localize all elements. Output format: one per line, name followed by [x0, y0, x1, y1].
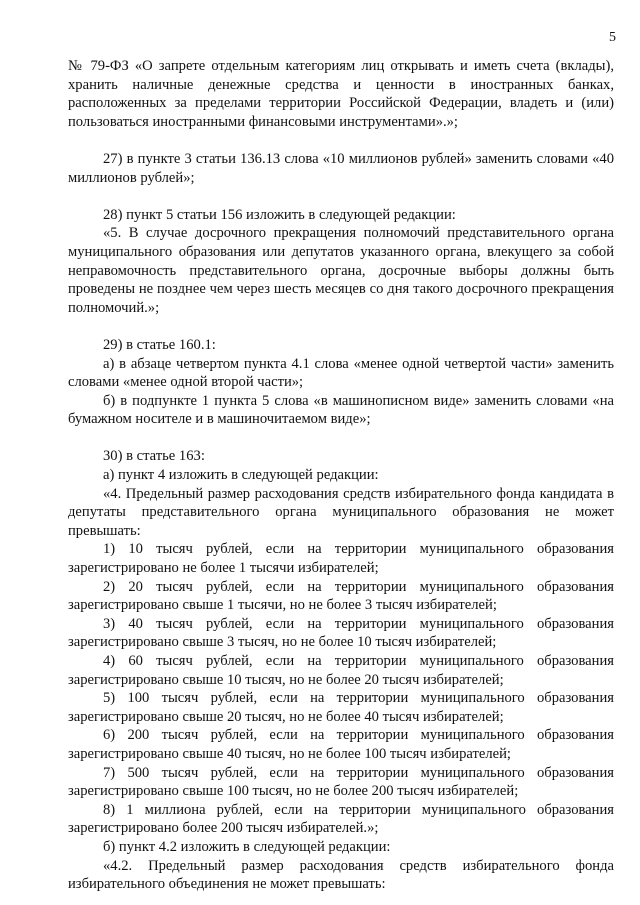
paragraph: 30) в статье 163: — [103, 448, 205, 465]
paragraph: б) в подпункте 1 пункта 5 слова «в машинописном виде» заменить словами «на бумажном носителе и в машиночитаемом виде»; — [68, 392, 614, 428]
paragraph: № 79-ФЗ «О запрете отдельным категориям лиц открывать и иметь счета (вклады), хранить наличные денежные средства и ценности в иностранных банках, расположенных за пределами территории Российской Федерации, владеть и (или) пользоваться иностранными финансовыми инструментами».»; — [68, 58, 614, 130]
page-number: 5 — [609, 30, 616, 45]
paragraph: а) в абзаце четвертом пункта 4.1 слова «менее одной четвертой части» заменить словами «менее одной второй части»; — [68, 355, 614, 391]
paragraph: «5. В случае досрочного прекращения полномочий представительного органа муниципального образования или депутатов указанного органа, влекущего за собой неправомочность представительного органа, досрочные выборы должны быть проведены не позднее чем через шесть месяцев со дня такого досрочного прекращения полномочий.»; — [68, 225, 614, 316]
paragraph: 27) в пункте 3 статьи 136.13 слова «10 миллионов рублей» заменить словами «40 миллионов рублей»; — [68, 150, 614, 186]
paragraph-gap — [68, 429, 614, 448]
paragraph-gap — [68, 187, 614, 206]
paragraph: 5) 100 тысяч рублей, если на территории муниципального образования зарегистрировано свыше 20 тысяч, но не более 40 тысяч избирателей; — [68, 690, 614, 725]
paragraph: 29) в статье 160.1: — [103, 336, 216, 353]
paragraph: 2) 20 тысяч рублей, если на территории муниципального образования зарегистрировано свыше 1 тысячи, но не более 3 тысяч избирателей; — [68, 578, 614, 614]
paragraph: 6) 200 тысяч рублей, если на территории муниципального образования зарегистрировано свыше 40 тысяч, но не более 100 тысяч избирателей; — [68, 727, 614, 762]
document-body — [68, 57, 614, 894]
paragraph: 7) 500 тысяч рублей, если на территории муниципального образования зарегистрировано свыше 100 тысяч, но не более 200 тысяч избирателей; — [68, 764, 614, 800]
paragraph-gap — [68, 131, 614, 150]
paragraph: 3) 40 тысяч рублей, если на территории муниципального образования зарегистрировано свыше 3 тысяч, но не более 10 тысяч избирателей; — [68, 615, 614, 651]
paragraph: 28) пункт 5 статьи 156 изложить в следующей редакции: — [103, 206, 456, 223]
paragraph: б) пункт 4.2 изложить в следующей редакции: — [103, 838, 391, 855]
paragraph: а) пункт 4 изложить в следующей редакции: — [103, 467, 379, 484]
paragraph: 1) 10 тысяч рублей, если на территории муниципального образования зарегистрировано не более 1 тысячи избирателей; — [68, 541, 614, 577]
paragraph: 4) 60 тысяч рублей, если на территории муниципального образования зарегистрировано свыше 10 тысяч, но не более 20 тысяч избирателей; — [68, 653, 614, 688]
paragraph: «4.2. Предельный размер расходования средств избирательного фонда избирательного объединения не может превышать: — [68, 857, 614, 893]
paragraph-gap — [68, 317, 614, 336]
paragraph: «4. Предельный размер расходования средств избирательного фонда кандидата в депутаты представительного органа муниципального образования не может превышать: — [68, 485, 614, 539]
paragraph: 8) 1 миллиона рублей, если на территории муниципального образования зарегистрировано более 200 тысяч избирателей.»; — [68, 801, 614, 837]
